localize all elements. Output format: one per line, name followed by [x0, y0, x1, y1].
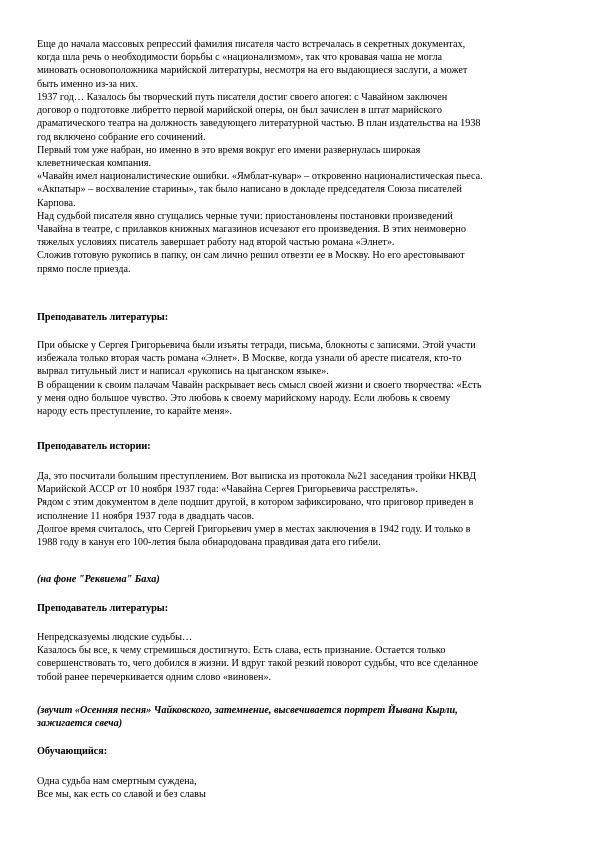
text-line: тяжелых условиях писатель завершает работу над второй частью романа «Элнет».	[37, 237, 395, 249]
speaker-label: Преподаватель литературы:	[37, 312, 169, 323]
stage-direction	[37, 704, 562, 730]
stage-direction-line: (звучит «Осенняя песня» Чайковского, затемнение, высвечивается портрет Йывана Кырли,	[37, 705, 458, 716]
speaker-label: Преподаватель литературы:	[37, 603, 169, 614]
speaker-label: Обучающийся:	[37, 746, 108, 757]
paragraph-search	[37, 339, 562, 418]
paragraph-intro	[37, 38, 562, 91]
text-line: Карпова.	[37, 197, 76, 209]
poem-line: Одна судьба нам смертным суждена,	[37, 776, 197, 787]
text-line: прямо после приезда.	[37, 263, 131, 275]
text-line: когда шла речь о необходимости борьбы с «национализмом», так что кровавая чаша не могла	[37, 52, 443, 64]
text-line: Да, это посчитали большим преступлением. Вот выписка из протокола №21 заседания тройки НКВД	[37, 471, 477, 482]
text-line: быть именно из-за них.	[37, 78, 139, 90]
text-line: Сложив готовую рукопись в папку, он сам лично решил отвезти ее в Москву. Но его арестовывают	[37, 250, 465, 262]
text-line: народу есть преступление, то карайте меня».	[37, 406, 233, 418]
text-line: Первый том уже набран, но именно в это время вокруг его имени развернулась широкая	[37, 144, 421, 156]
stage-direction-line: зажигается свеча)	[37, 718, 123, 730]
text-line: Рядом с этим документом в деле подшит другой, в котором зафиксировано, что приговор приведен в	[37, 497, 474, 509]
text-line: миновать основоположника марийской литературы, несмотря на его выдающиеся заслуги, а может	[37, 65, 468, 77]
speaker-heading	[37, 311, 562, 324]
speaker-heading	[37, 745, 562, 758]
text-line: тобой ранее перечеркивается одним слово «виновен».	[37, 671, 272, 683]
poem-stanza	[37, 775, 562, 801]
text-line: Над судьбой писателя явно сгущались черные тучи: приостановлены постановки произведений	[37, 210, 453, 222]
text-line: «Акпатыр» – восхваление старины», так было написано в докладе председателя Союза писателей	[37, 184, 462, 196]
text-line: драматического театра на должность заведующего литературной частью. В план издательства на 1938	[37, 118, 481, 130]
text-line: Казалось бы все, к чему стремишься достигнуто. Есть слава, есть признание. Остается только	[37, 645, 446, 657]
text-line: избежала только вторая часть романа «Элнет». В Москве, когда узнали об аресте писателя, кто-то	[37, 353, 462, 365]
text-line: договор о подготовке либретто первой марийской оперы, он был зачислен в штат марийского	[37, 105, 442, 117]
poem-line: Все мы, как есть со славой и без славы	[37, 789, 206, 801]
speaker-label: Преподаватель истории:	[37, 441, 151, 452]
text-line: Долгое время считалось, что Сергей Григорьевич умер в местах заключения в 1942 году. И только в	[37, 523, 471, 535]
text-line: Непредсказуемы людские судьбы…	[37, 632, 193, 643]
text-line: исполнение 11 ноября 1937 года в двадцать часов.	[37, 510, 255, 522]
paragraph-protocol	[37, 470, 562, 549]
text-line: 1937 год… Казалось бы творческий путь писателя достиг своего апогея: с Чавайном заключен	[37, 92, 448, 103]
speaker-heading	[37, 602, 562, 615]
text-line: клеветническая компания.	[37, 158, 152, 170]
text-line: вырвал титульный лист и написал «рукопись на цыганском языке».	[37, 366, 329, 378]
speaker-heading	[37, 440, 562, 453]
text-line: В обращении к своим палачам Чавайн раскрывает весь смысл своей жизни и своего творчества: «Есть	[37, 379, 482, 391]
text-line: Еще до начала массовых репрессий фамилия писателя часто встречалась в секретных документах,	[37, 39, 466, 50]
text-line: год включено собрание его сочинений.	[37, 131, 206, 143]
text-line: у меня одно большое чувство. Это любовь к своему марийскому народу. Если любовь к своему	[37, 392, 451, 404]
paragraph-fate	[37, 631, 562, 684]
paragraph-1937	[37, 91, 562, 276]
text-line: «Чавайн имел националистические ошибки. «Ямблат-кувар» – откровенно националистическая пьеса.	[37, 171, 483, 183]
text-line: Чавайна в театре, с прилавков книжных магазинов исчезают его произведения. В этих неимоверно	[37, 224, 466, 236]
stage-direction	[37, 573, 562, 586]
text-line: Марийской АССР от 10 ноября 1937 года: «Чавайна Сергея Григорьевича расстрелять».	[37, 484, 418, 496]
stage-direction-line: (на фоне "Реквиема" Баха)	[37, 574, 160, 585]
text-line: При обыске у Сергея Григорьевича были изъяты тетради, письма, блокноты с записями. Этой участи	[37, 340, 476, 351]
text-line: 1988 году в канун его 100-летия была обнародована правдивая дата его гибели.	[37, 537, 381, 549]
text-line: совершенствовать то, чего добился в жизни. И вдруг такой резкий поворот судьбы, что все сделанное	[37, 658, 478, 670]
